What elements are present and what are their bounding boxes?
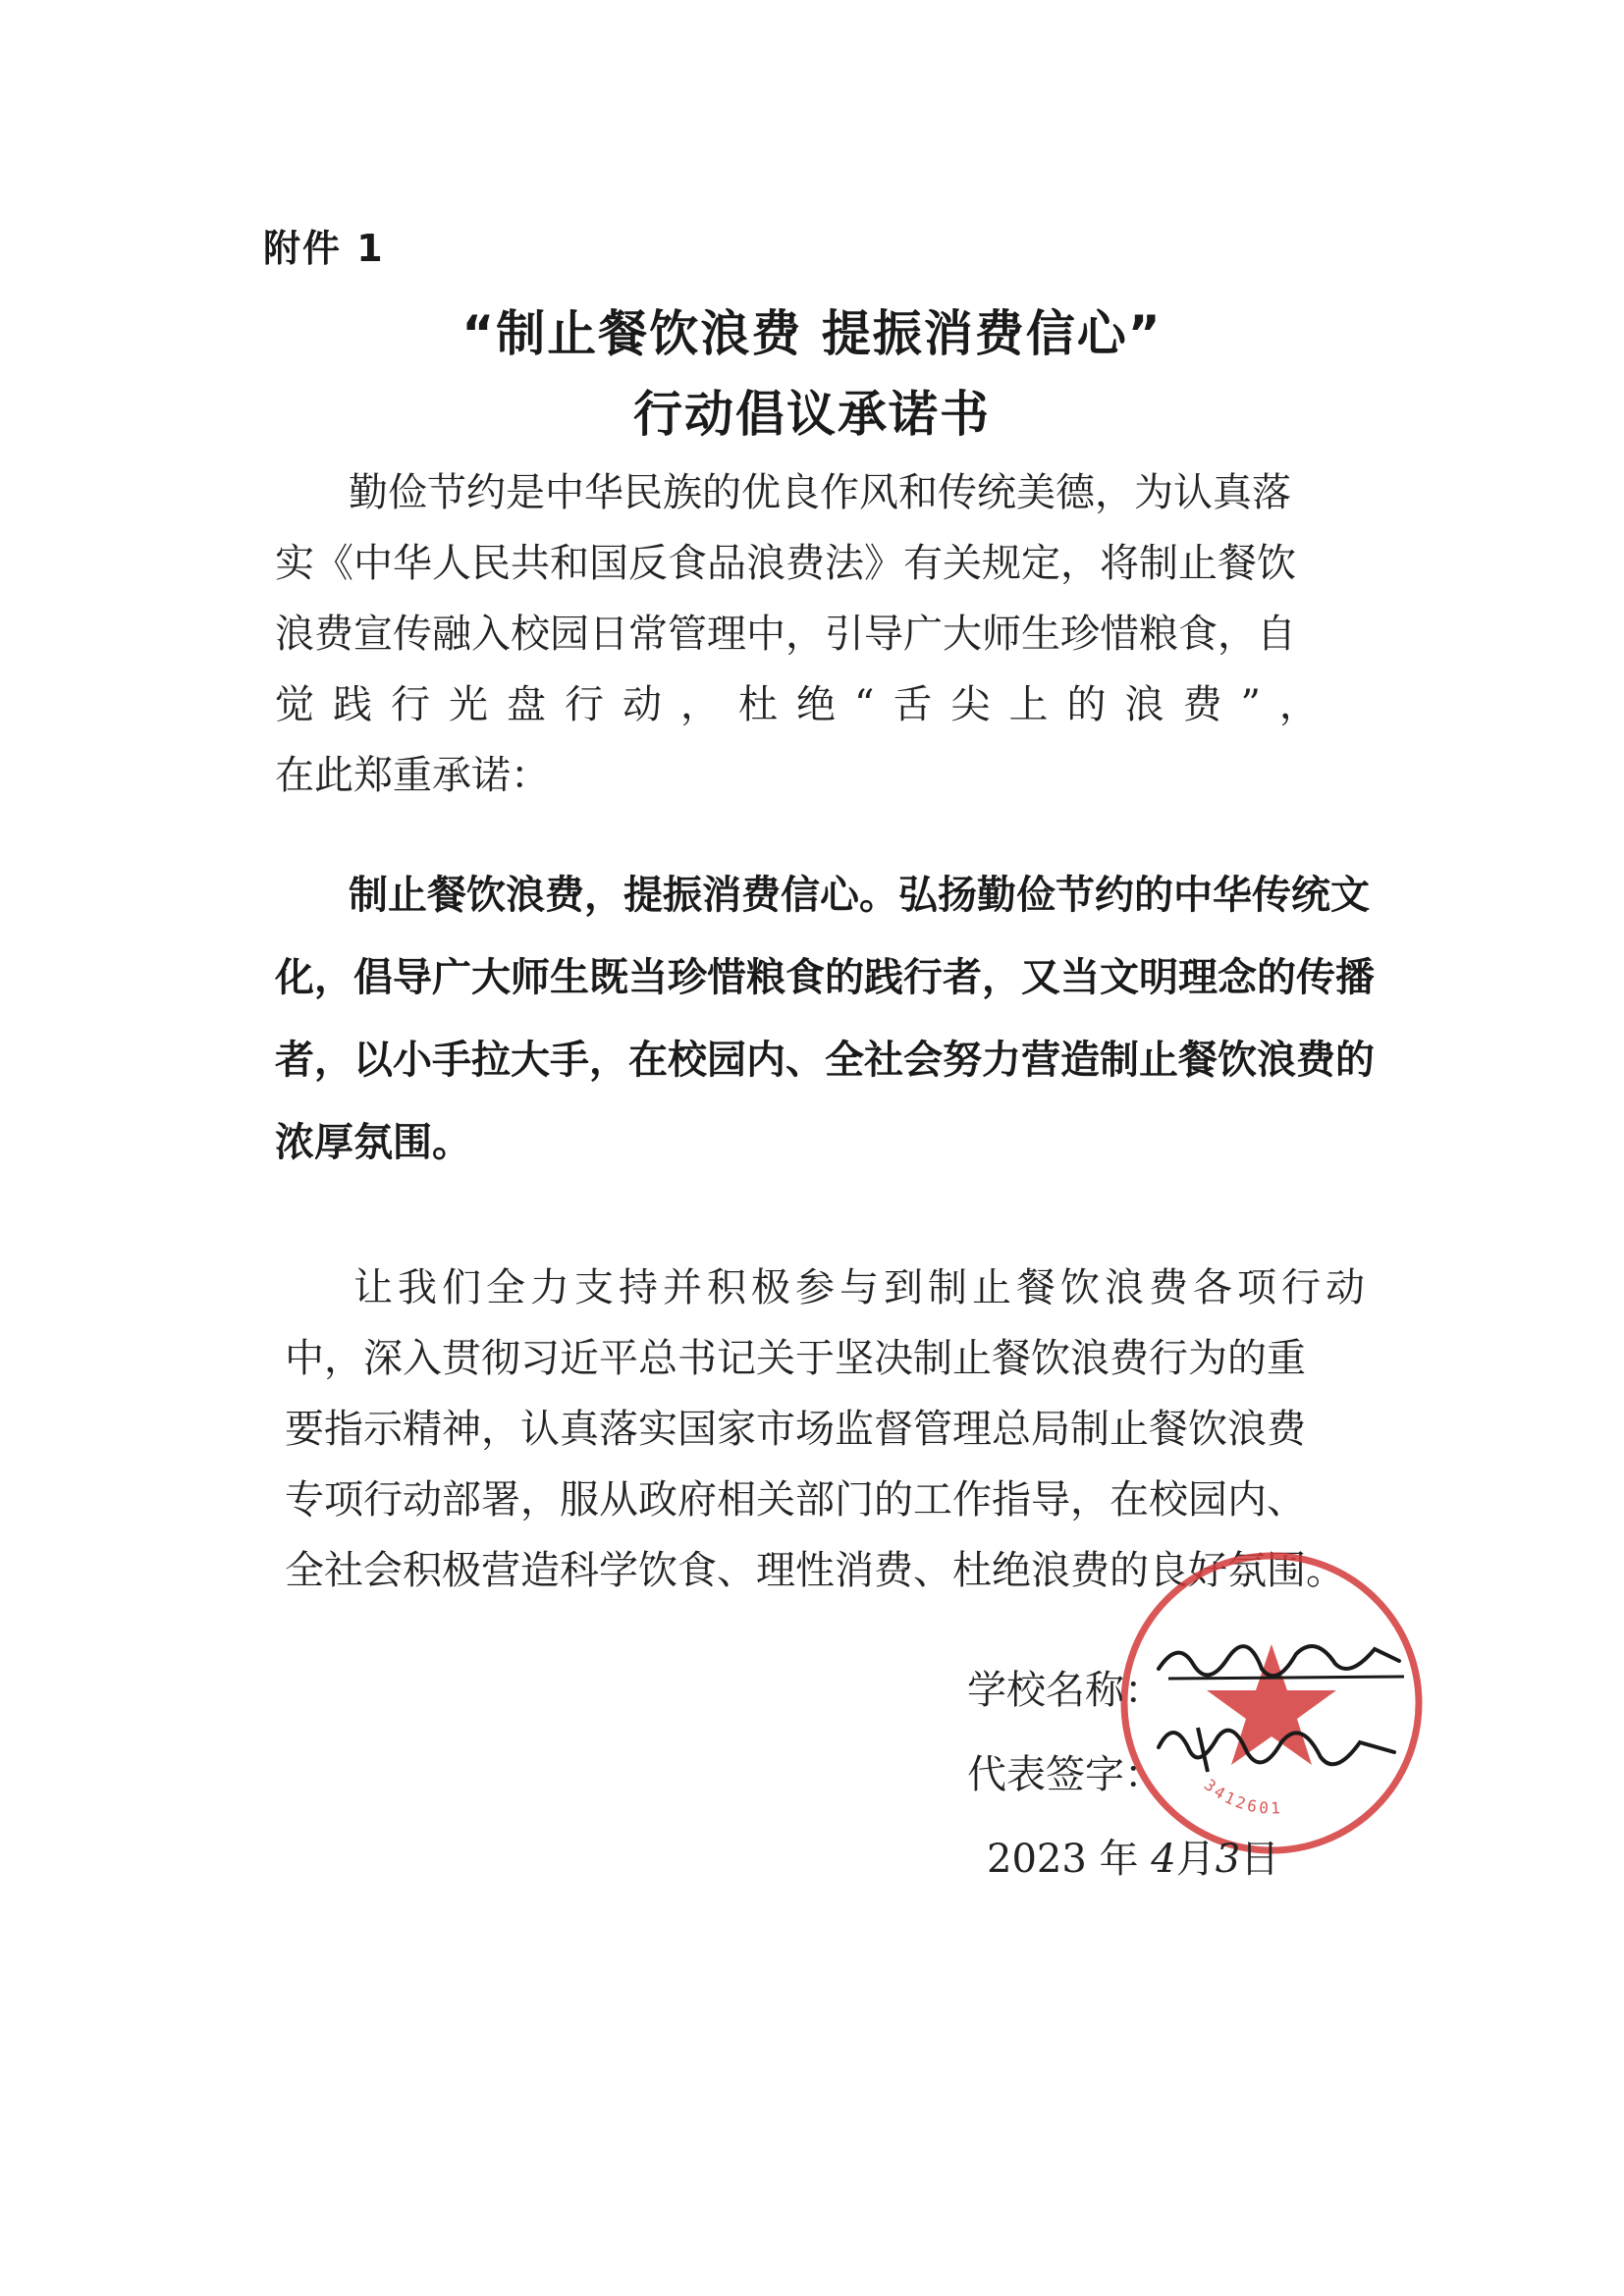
representative-signature-label: 代表签字： bbox=[967, 1752, 1164, 1797]
paragraph-line: 全社会积极营造科学饮食、理性消费、杜绝浪费的良好氛围。 bbox=[285, 1548, 1345, 1593]
handwritten-signature-icon bbox=[1139, 1610, 1414, 1806]
date-month: 4 bbox=[1151, 1837, 1176, 1882]
paragraph-line: 要指示精神，认真落实国家市场监督管理总局制止餐饮浪费 bbox=[285, 1407, 1306, 1452]
school-name-label: 学校名称： bbox=[967, 1668, 1164, 1713]
paragraph-line: 专项行动部署，服从政府相关部门的工作指导，在校园内、 bbox=[285, 1477, 1306, 1522]
paragraph-line: 者，以小手拉大手，在校园内、全社会努力营造制止餐饮浪费的 bbox=[275, 1038, 1375, 1083]
paragraph-line: 化，倡导广大师生既当珍惜粮食的践行者，又当文明理念的传播 bbox=[275, 955, 1375, 1000]
date-day: 3 bbox=[1215, 1837, 1241, 1882]
paragraph-line: 中，深入贯彻习近平总书记关于坚决制止餐饮浪费行为的重 bbox=[285, 1336, 1306, 1381]
seal-code-text: 3412601 bbox=[1200, 1775, 1284, 1818]
paragraph-line: 勤俭节约是中华民族的优良作风和传统美德，为认真落 bbox=[349, 470, 1291, 515]
paragraph-line: 在此郑重承诺： bbox=[275, 753, 550, 798]
date-year-unit: 年 bbox=[1099, 1837, 1139, 1882]
paragraph-line: 浓厚氛围。 bbox=[275, 1120, 471, 1165]
date-day-unit: 日 bbox=[1240, 1837, 1280, 1882]
date-month-unit: 月 bbox=[1175, 1837, 1216, 1882]
paragraph-line: 觉践行光盘行动，杜绝“舌尖上的浪费”， bbox=[275, 682, 1337, 727]
document-title-line1: “制止餐饮浪费 提振消费信心” bbox=[461, 305, 1163, 362]
paragraph-line: 浪费宣传融入校园日常管理中，引导广大师生珍惜粮食，自 bbox=[275, 612, 1296, 657]
paragraph-line: 制止餐饮浪费，提振消费信心。弘扬勤俭节约的中华传统文 bbox=[349, 873, 1370, 918]
paragraph-line: 让我们全力支持并积极参与到制止餐饮浪费各项行动 bbox=[353, 1265, 1370, 1310]
signing-date bbox=[987, 1828, 1279, 1884]
date-year: 2023 bbox=[987, 1837, 1087, 1882]
document-title-line2: 行动倡议承诺书 bbox=[633, 386, 991, 443]
paragraph-line: 实《中华人民共和国反食品浪费法》有关规定，将制止餐饮 bbox=[275, 541, 1296, 586]
attachment-label: 附件 1 bbox=[263, 227, 385, 270]
